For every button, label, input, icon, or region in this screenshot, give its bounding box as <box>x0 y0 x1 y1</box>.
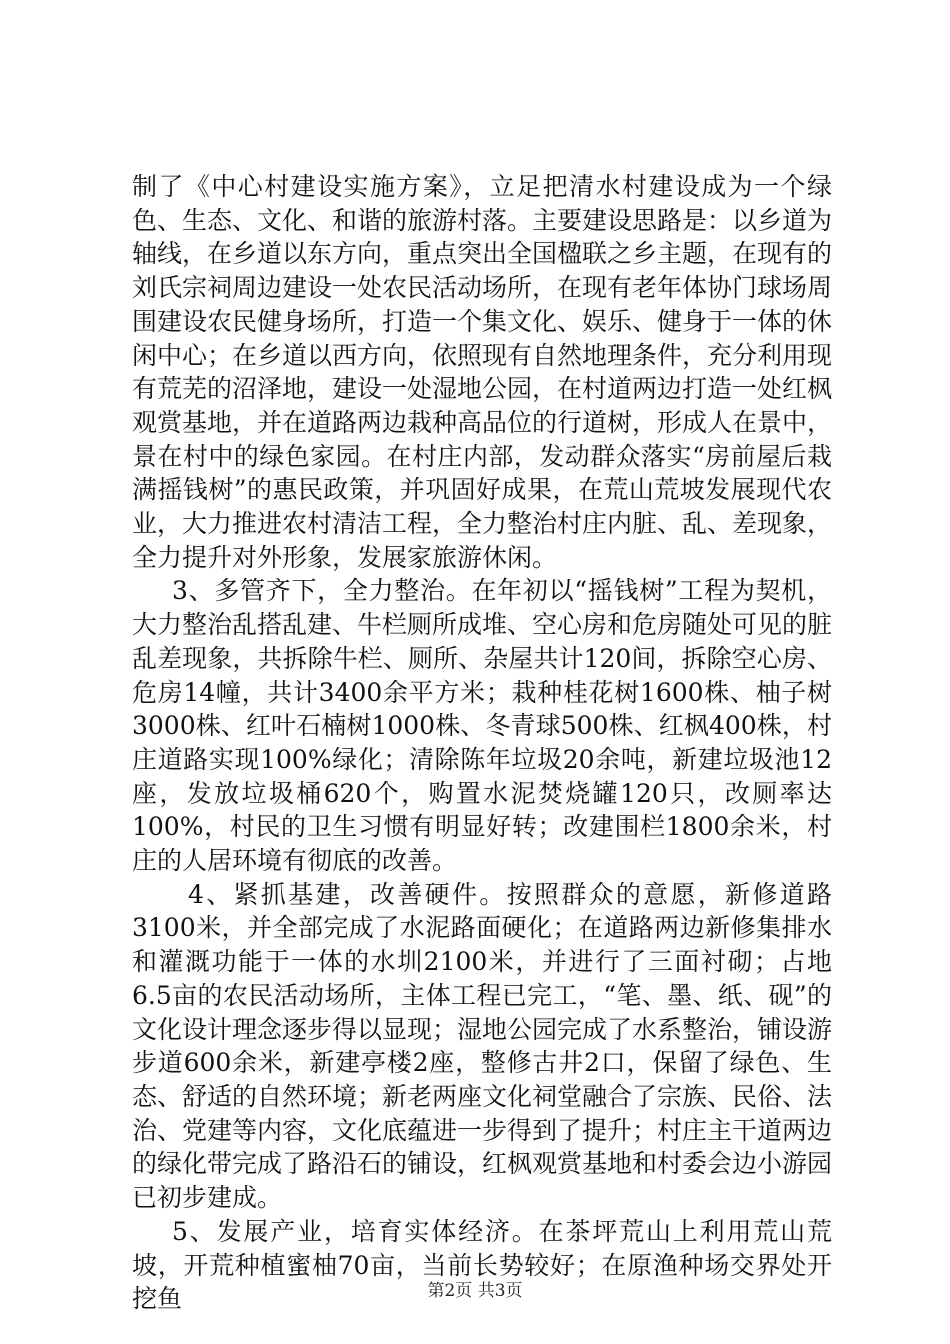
paragraph-item-4: 4、紧抓基建，改善硬件。按照群众的意愿，新修道路3100米，并全部完成了水泥路面硬化；在道路两边新修集排水和灌溉功能于一体的水圳2100米，并进行了三面衬砌；占地6.5亩的农民活动场所，主体工程已完工，“笔、墨、纸、砚”的文化设计理念逐步得以显现；湿地公园完成了水系整治，铺设游步道600余米，新建亭楼2座，整修古井2口，保留了绿色、生态、舒适的自然环境；新老两座文化祠堂融合了宗族、民俗、法治、党建等内容，文化底蕴进一步得到了提升；村庄主干道两边的绿化带完成了路沿石的铺设，红枫观赏基地和村委会边小游园已初步建成。 <box>132 879 833 1213</box>
paragraph-item-5: 5、发展产业，培育实体经济。在茶坪荒山上利用荒山荒坡，开荒种植蜜柚70亩，当前长势较好；在原渔种场交界处开挖鱼 <box>132 1216 832 1314</box>
page-footer: 第2页 共3页 <box>427 1281 523 1301</box>
paragraph-continued: 制了《中心村建设实施方案》，立足把清水村建设成为一个绿色、生态、文化、和谐的旅游村落。主要建设思路是：以乡道为轴线，在乡道以东方向，重点突出全国楹联之乡主题，在现有的刘氏宗祠周边建设一处农民活动场所，在现有老年体协门球场周围建设农民健身场所，打造一个集文化、娱乐、健身于一体的休闲中心；在乡道以西方向，依照现有自然地理条件，充分利用现有荒芜的沼泽地，建设一处湿地公园，在村道两边打造一处红枫观赏基地，并在道路两边栽种高品位的行道树，形成人在景中，景在村中的绿色家园。在村庄内部，发动群众落实“房前屋后栽满摇钱树”的惠民政策，并巩固好成果，在荒山荒坡发展现代农业，大力推进农村清洁工程，全力整治村庄内脏、乱、差现象，全力提升对外形象，发展家旅游休闲。 <box>132 172 833 572</box>
paragraph-item-3: 3、多管齐下，全力整治。在年初以“摇钱树”工程为契机，大力整治乱搭乱建、牛栏厕所成堆、空心房和危房随处可见的脏乱差现象，共拆除牛栏、厕所、杂屋共计120间，拆除空心房、危房14幢，共计3400余平方米；栽种桂花树1600株、柚子树3000株、红叶石楠树1000株、冬青球500株、红枫400株，村庄道路实现100%绿化；清除陈年垃圾20余吨，新建垃圾池12座，发放垃圾桶620个，购置水泥焚烧罐120只，改厕率达100%，村民的卫生习惯有明显好转；改建围栏1800余米，村庄的人居环境有彻底的改善。 <box>132 576 833 876</box>
document-body <box>132 170 832 1316</box>
